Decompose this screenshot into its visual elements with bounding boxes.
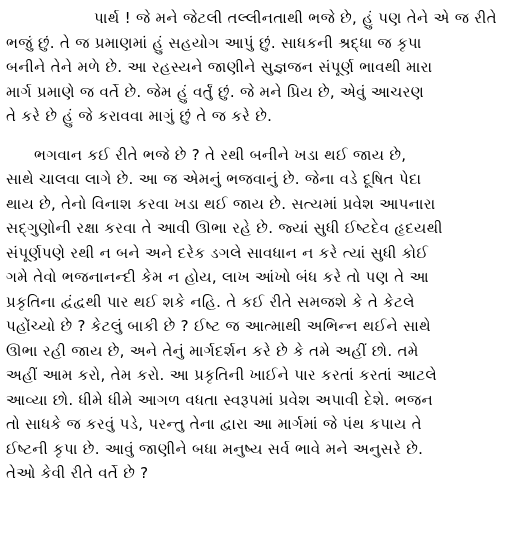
text-line: સાથે ચાલવા લાગે છે. આ જ એમનું ભજવાનું છે. જેના વડે દૂષિત પેદા [6,170,422,188]
text-line: તો સાધકે જ કરવું પડે, પરન્તુ તેના દ્વારા આ માર્ગમાં જે પંથ કપાય તે [6,415,422,433]
text-line: ભગવાન કઈ રીતે ભજે છે ? તે રથી બનીને ખડા થઈ જાય છે, [34,145,407,164]
text-line: માર્ગ પ્રમાણે જ વર્તે છે. જેમ હું વર્તું છું. જે મને પ્રિય છે, એવું આચરણ [6,82,425,101]
text-line: તેઓ કેવી રીતે વર્તે છે ? [6,464,149,482]
text-line: સદ્‌ગુણોની રક્ષા કરવા તે આવી ઊભા રહે છે. જ્યાં સુધી ઈષ્ટદેવ હૃદયથી [6,219,443,237]
text-line: પાર્થ ! જે મને જેટલી તલ્લીનતાથી ભજે છે, હું પણ તેને એ જ રીતે [94,9,497,27]
paragraph-1 [6,6,508,129]
text-line: પ્રકૃતિના દ્વંદ્વથી પાર થઈ શકે નહિ. તે કઈ રીતે સમજશે કે તે કેટલે [6,292,415,311]
text-line: અહીં આમ કરો, તેમ કરો. આ પ્રકૃતિની ખાઈને પાર કરતાં કરતાં આટલે [6,366,437,384]
text-line: તે કરે છે હું જે કરાવવા માગું છું તે જ કરે છે. [6,107,273,125]
paragraph-spacer [6,129,508,143]
text-line: ભજું છું. તે જ પ્રમાણમાં હું સહયોગ આપું છું. સાધકની શ્રદ્ધા જ કૃપા [6,33,422,52]
text-line: ઈષ્ટની કૃપા છે. આવું જાણીને બધા મનુષ્ય સર્વ ભાવે મને અનુસરે છે. [6,439,424,458]
text-line: થાય છે, તેનો વિનાશ કરવા ખડા થઈ જાય છે. સત્યમાં પ્રવેશ આપનારા [6,194,436,213]
text-line: ગમે તેવો ભજનાનન્દી કેમ ન હોય, લાખ આંખો બંધ કરે તો પણ તે આ [6,268,429,286]
text-line: સંપૂર્ણપણે રથી ન બને અને દરેક ડગલે સાવધાન ન કરે ત્યાં સુધી કોઈ [6,243,429,262]
text-line: આવ્યા છો. ધીમે ધીમે આગળ વધતા સ્વરૂપમાં પ્રવેશ અપાવી દેશે. ભજન [6,390,433,409]
text-line: પહોંચ્યો છે ? કેટલું બાકી છે ? ઈષ્ટ જ આત્માથી અભિન્ન થઈને સાથે [6,317,431,335]
paragraph-2 [6,143,508,486]
text-line: બનીને તેને મળે છે. આ રહસ્યને જાણીને સુજ્ઞજન સંપૂર્ણ ભાવથી મારા [6,58,433,76]
text-line: ઊભા રહી જાય છે, અને તેનું માર્ગદર્શન કરે છે કે તમે અહીં છો. તમે [6,341,419,360]
